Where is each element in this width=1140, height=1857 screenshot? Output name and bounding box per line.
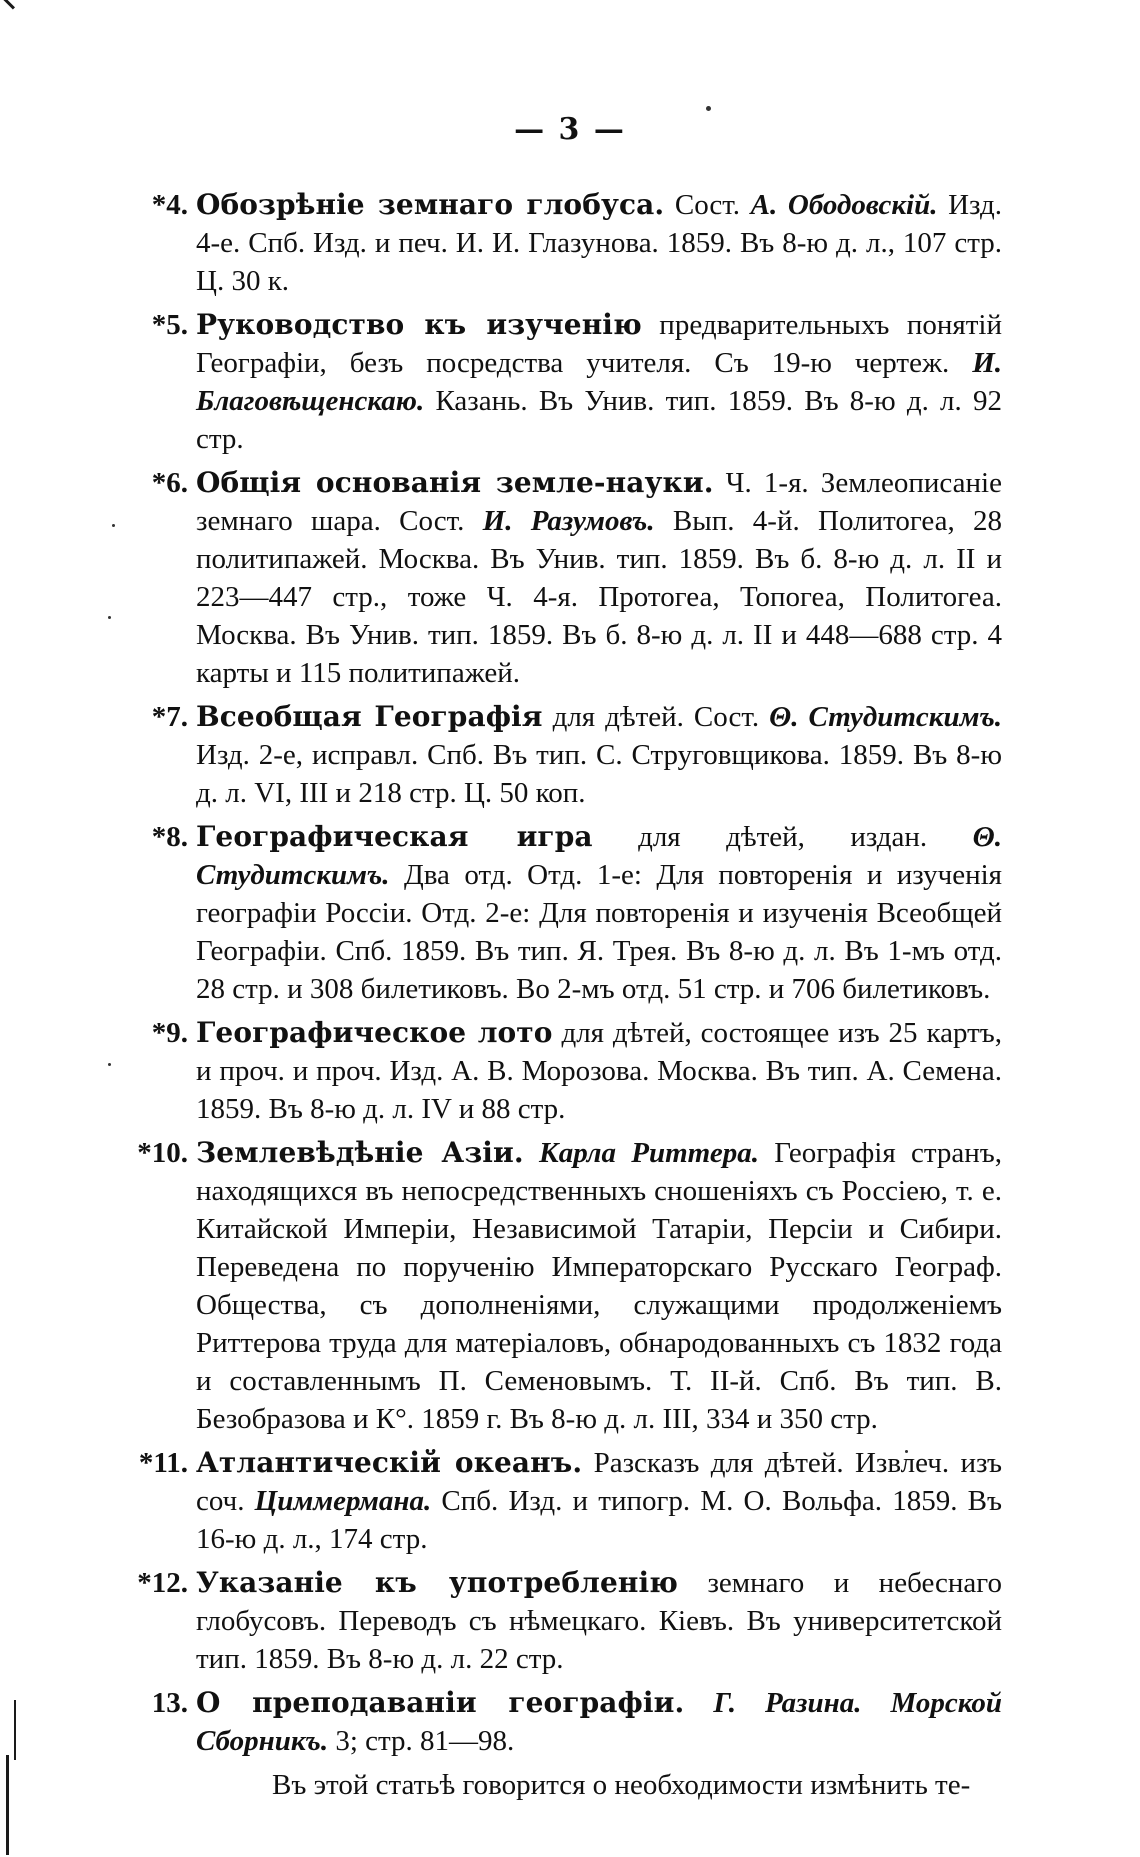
entry-text bbox=[524, 1137, 539, 1169]
entry-text: земнаго и небеснаго глобусовъ. Переводъ съ нѣмецкаго. Кіевъ. Въ университетской тип. 1859. Въ 8-ю д. л. 22 стр. bbox=[196, 1567, 1002, 1675]
entry-author: А. Ободовскій. bbox=[750, 189, 938, 221]
entry-number: *6. bbox=[151, 467, 188, 499]
list-item bbox=[92, 1444, 1002, 1558]
entry-number: *10. bbox=[137, 1137, 188, 1169]
list-item bbox=[92, 818, 1002, 1008]
entry-title: Указаніе къ употребленію bbox=[196, 1566, 678, 1599]
entry-text: Вып. 4-й. Политогеа, 28 политипажей. Москва. Въ Унив. тип. 1859. Въ б. 8-ю д. л. II и 223—447 стр., тоже Ч. 4-я. Протогеа, Топогеа, Политогеа. Москва. Въ Унив. тип. 1859. Въ б. 8-ю д. л. II и 448—688 стр. 4 карты и 115 политипажей. bbox=[196, 505, 1002, 689]
entry-text: для дѣтей, состоящее изъ 25 картъ, и проч. и проч. Изд. А. В. Морозова. Москва. Въ тип. А. Семена. 1859. Въ 8-ю д. л. IV и 88 стр. bbox=[196, 1017, 1003, 1125]
scan-mark bbox=[14, 1700, 16, 1760]
scan-mark bbox=[6, 1755, 9, 1855]
entry-text: Казань. Въ Унив. тип. 1859. Въ 8-ю д. л. 92 стр. bbox=[196, 385, 1002, 455]
entry-number: *4. bbox=[151, 189, 188, 221]
entry-number: 13. bbox=[151, 1687, 188, 1719]
entry-number: *12. bbox=[137, 1567, 188, 1599]
entry-number: *5. bbox=[151, 309, 188, 341]
entry-text: Спб. Изд. и типогр. М. О. Вольфа. 1859. Въ 16-ю д. л., 174 стр. bbox=[196, 1485, 1002, 1555]
entry-title: Географическое лото bbox=[196, 1016, 553, 1049]
scan-mark bbox=[3, 0, 15, 10]
entry-author: Карла Риттера. bbox=[539, 1137, 759, 1169]
bibliography-list bbox=[92, 186, 1002, 1804]
list-item bbox=[92, 186, 1002, 300]
entry-title: Всеобщая Географія bbox=[196, 700, 543, 733]
entry-title: Географическая игра bbox=[196, 820, 593, 853]
entry-title: Землевѣдѣніе Азіи. bbox=[196, 1136, 524, 1169]
entry-number: *7. bbox=[151, 701, 188, 733]
entry-author: Г. Разина. Морской Сборникъ. bbox=[196, 1687, 1003, 1757]
list-item bbox=[92, 1134, 1002, 1438]
page-number: — 3 — bbox=[514, 112, 626, 147]
entry-text: Разсказъ для дѣтей. Извлеч. изъ соч. bbox=[196, 1447, 1002, 1517]
entry-author: И. Благовѣщенскаю. bbox=[196, 347, 1002, 417]
list-item bbox=[92, 306, 1002, 458]
entry-text: Изд. 4-е. Спб. Изд. и печ. И. И. Глазунова. 1859. Въ 8-ю д. л., 107 стр. Ц. 30 к. bbox=[196, 189, 1002, 297]
entry-number: *8. bbox=[151, 821, 188, 853]
entry-author: И. Разумовъ. bbox=[482, 505, 655, 537]
entry-title: Обозрѣніе земнаго глобуса. bbox=[196, 188, 665, 221]
entry-text bbox=[684, 1687, 713, 1719]
entry-number: *11. bbox=[138, 1447, 188, 1479]
entry-text: Изд. 2-е, исправл. Спб. Въ тип. С. Струговщикова. 1859. Въ 8-ю д. л. VI, III и 218 стр. Ц. 50 коп. bbox=[196, 739, 1002, 809]
entry-author: Θ. Студитскимъ. bbox=[769, 701, 1002, 733]
entry-title: Общія основанія земле-науки. bbox=[196, 466, 714, 499]
list-item bbox=[92, 1014, 1002, 1128]
list-item bbox=[92, 1564, 1002, 1678]
entry-text: для дѣтей. Сост. bbox=[542, 701, 770, 733]
list-item bbox=[92, 1684, 1002, 1760]
entry-author: Θ. Студитскимъ. bbox=[196, 821, 1003, 891]
entry-author: Циммермана. bbox=[254, 1485, 432, 1517]
entry-text: предварительныхъ понятій Географіи, безъ посредства учителя. Съ 19-ю чертеж. bbox=[196, 309, 1003, 379]
entry-text: для дѣтей, издан. bbox=[592, 821, 973, 853]
entry-text: Два отд. Отд. 1-е: Для повторенія и изученія географіи Россіи. Отд. 2-е: Для повторенія и изученія Всеобщей Географіи. Спб. 1859. Въ тип. Я. Трея. Въ 8-ю д. л. Въ 1-мъ отд. 28 стр. и 308 билетиковъ. Во 2-мъ отд. 51 стр. и 706 билетиковъ. bbox=[196, 859, 1002, 1005]
entry-title: Руководство къ изученію bbox=[196, 308, 642, 341]
entry-number: *9. bbox=[151, 1017, 188, 1049]
entry-text: Географія странъ, находящихся въ непосредственныхъ сношеніяхъ съ Россіею, т. е. Китайской Имперіи, Независимой Татаріи, Персіи и Сибири. Переведена по порученію Императорскаго Русскаго Географ. Общества, съ дополненіями, служащими продолженіемъ Риттерова труда для матеріаловъ, обнародованныхъ съ 1832 года и составленнымъ П. Семеновымъ. Т. II-й. Спб. Въ тип. В. Безобразова и К°. 1859 г. Въ 8-ю д. л. III, 334 и 350 стр. bbox=[196, 1137, 1002, 1435]
entry-text: 3; стр. 81—98. bbox=[328, 1725, 515, 1757]
body-paragraph: Въ этой статьѣ говорится о необходимости измѣнить те- bbox=[272, 1769, 971, 1801]
entry-title: О преподаваніи географіи. bbox=[196, 1686, 685, 1719]
list-item bbox=[92, 698, 1002, 812]
entry-text: Ч. 1-я. Землеописаніе земнаго шара. Сост. bbox=[196, 467, 1002, 537]
entry-text: Сост. bbox=[664, 189, 751, 221]
entry-title: Атлантическій океанъ. bbox=[196, 1446, 583, 1479]
speck bbox=[706, 106, 711, 111]
list-item bbox=[92, 464, 1002, 692]
